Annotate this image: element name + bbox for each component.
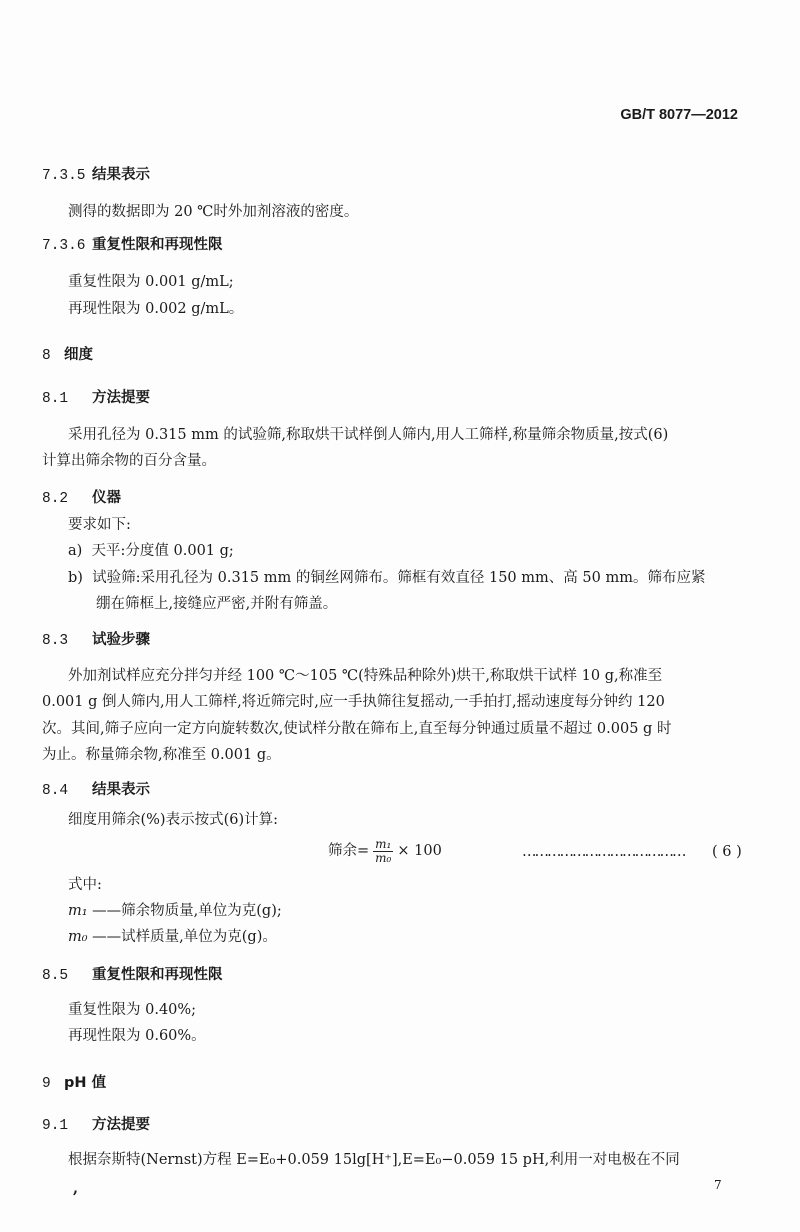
- heading-7-3-5: 7.3.5 结果表示: [42, 167, 150, 184]
- formula-6: 筛余= $\frac{\text{m₁}}{\text{m₀}}$ × 100: [328, 836, 442, 865]
- page-number: 7: [714, 1178, 722, 1192]
- paragraph: 测得的数据即为 20 ℃时外加剂溶液的密度。: [68, 204, 359, 220]
- scan-mark: ,: [73, 1180, 79, 1197]
- paragraph: 计算出筛余物的百分含量。: [42, 453, 216, 469]
- heading-7-3-6: 7.3.6 重复性限和再现性限: [42, 237, 223, 254]
- standard-number: GB/T 8077—2012: [620, 107, 738, 123]
- heading-8-1: 8.1 方法提要: [42, 390, 150, 407]
- heading-8: 8 细度: [42, 347, 93, 364]
- list-item: 绷在筛框上,接缝应严密,并附有筛盖。: [96, 596, 338, 612]
- heading-8-5: 8.5 重复性限和再现性限: [42, 967, 223, 984]
- equation-label: ( 6 ): [712, 844, 742, 860]
- paragraph: 次。其间,筛子应向一定方向旋转数次,使试样分散在筛布上,直至每分钟通过质量不超过 0.005 g 时: [42, 721, 672, 737]
- paragraph: 重复性限为 0.001 g/mL;: [68, 274, 234, 290]
- symbol-definition: m₁ ——筛余物质量,单位为克(g);: [68, 903, 282, 919]
- list-item: b) 试验筛:采用孔径为 0.315 mm 的铜丝网筛布。筛框有效直径 150 mm、高 50 mm。筛布应紧: [68, 570, 706, 586]
- paragraph: 为止。称量筛余物,称准至 0.001 g。: [42, 747, 281, 763]
- heading-9-1: 9.1 方法提要: [42, 1117, 150, 1134]
- paragraph: 采用孔径为 0.315 mm 的试验筛,称取烘干试样倒人筛内,用人工筛样,称量筛余物质量,按式(6): [68, 427, 669, 443]
- dot-leader: …………………………………: [522, 844, 685, 860]
- symbol-definition: m₀ ——试样质量,单位为克(g)。: [68, 929, 277, 945]
- paragraph: 根据奈斯特(Nernst)方程 E=E₀+0.059 15lg[H⁺],E=E₀−0.059 15 pH,利用一对电极在不同: [68, 1152, 680, 1168]
- paragraph: 再现性限为 0.60%。: [68, 1028, 206, 1044]
- paragraph: 0.001 g 倒人筛内,用人工筛样,将近筛完时,应一手执筛往复摇动,一手拍打,摇动速度每分钟约 120: [42, 694, 665, 710]
- heading-8-2: 8.2 仪器: [42, 490, 121, 507]
- heading-9: 9 pH 值: [42, 1075, 107, 1092]
- fraction: $\frac{\text{m₁}}{\text{m₀}}$: [375, 836, 392, 865]
- paragraph: 式中:: [68, 877, 102, 893]
- list-item: a) 天平:分度值 0.001 g;: [68, 543, 234, 559]
- paragraph: 细度用筛余(%)表示按式(6)计算:: [68, 812, 279, 828]
- paragraph: 外加剂试样应充分拌匀并经 100 ℃～105 ℃(特殊品种除外)烘干,称取烘干试样 10 g,称准至: [68, 668, 663, 684]
- paragraph: 要求如下:: [68, 517, 131, 533]
- heading-8-3: 8.3 试验步骤: [42, 632, 150, 649]
- paragraph: 再现性限为 0.002 g/mL。: [68, 301, 244, 317]
- paragraph: 重复性限为 0.40%;: [68, 1002, 197, 1018]
- heading-8-4: 8.4 结果表示: [42, 782, 150, 799]
